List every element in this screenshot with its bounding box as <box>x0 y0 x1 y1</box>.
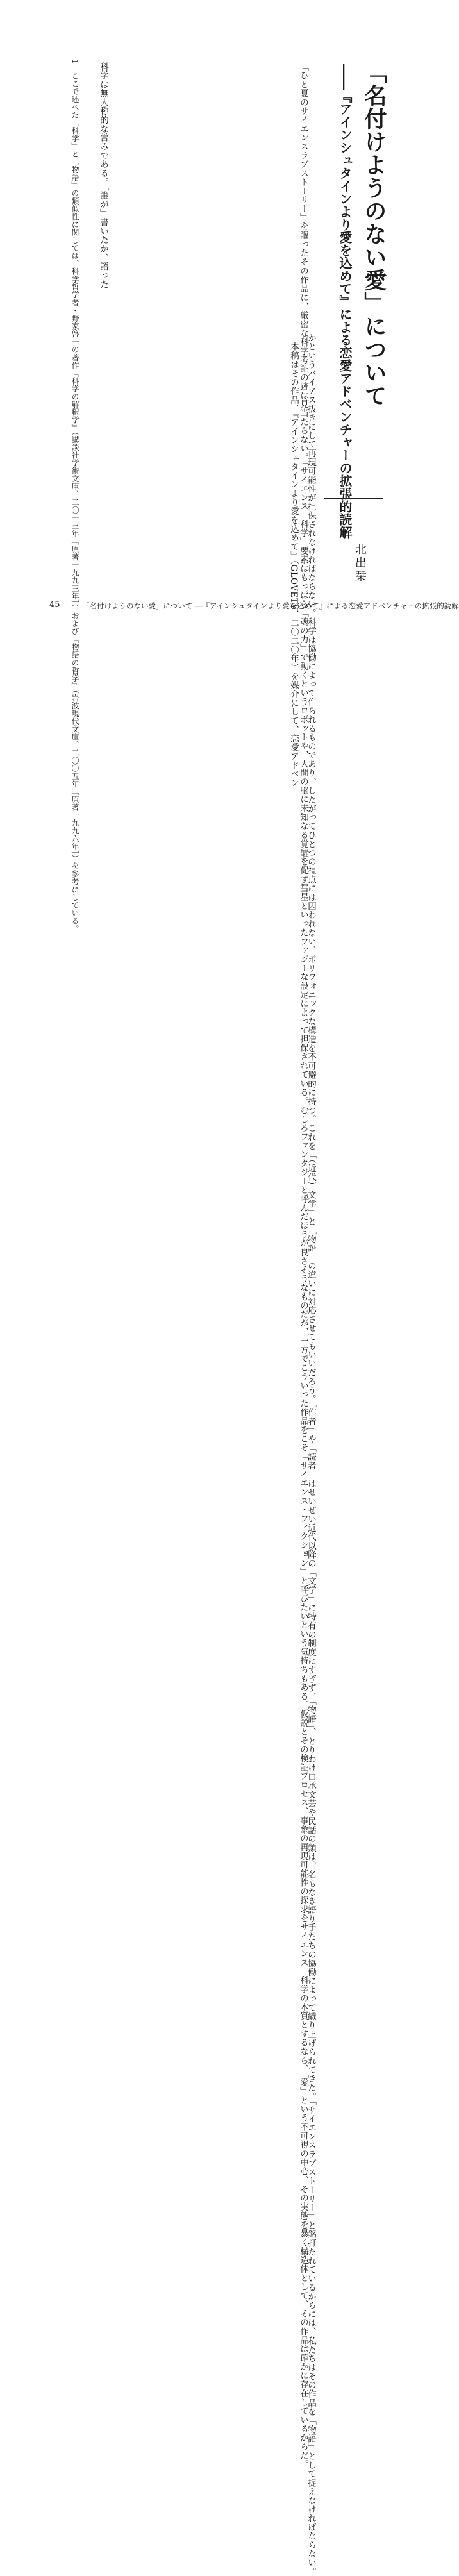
title-divider <box>324 498 383 499</box>
body-paragraph-1: 「ひと夏のサイエンスラブストーリー」を謳ったその作品に、厳密な科学考証の跡は見当たらない。「サイエンス＝科学」要素はもっぱら「魂の力」で動くというロボットや、人間の脳に未知なる覚醒を促す彗星といったファジーな設定によって担保されている。むしろファンタジーと呼んだほうが良さそうなものだが、一方でこういった作品をこそ「サイエンス・フィクション」と呼びたいという気持ちもある。仮説とその検証プロセス、事象の再現可能性の探求をサイエンス＝科学の本質とするなら、「愛」という不可視の中心、その実態を暴く構造体として、その作品は確かに存在しているからだ。 <box>298 62 308 2469</box>
footnote-number: 1 <box>71 59 79 64</box>
article-subtitle: ――『アインシュタインより愛を込めて』による恋愛アドベンチャーの拡張的読解 <box>337 64 353 539</box>
body-paragraph-4: 本稿はその作品、『アインシュタインより愛を込めて』（GLOVETY、二〇二〇年）を媒介にして、恋愛アドベン <box>288 342 299 788</box>
page-number: 45 <box>49 600 60 610</box>
body-paragraph-2: 科学は無人称的な営みである。「誰が」書いたか、語った <box>98 62 108 289</box>
article-title: 「名付けようのない愛」について <box>361 61 387 407</box>
body-paragraph-4-indent <box>288 333 299 342</box>
footnote-gap <box>71 64 79 72</box>
author-name: 北出栞 <box>353 543 367 583</box>
running-head: 「名付けようのない愛」について ―『アインシュタインより愛を込めて』による恋愛アドベンチャーの拡張的読解 <box>82 601 459 610</box>
footnote-text: ここで述べた「科学」と「物語」の類似性に関しては、科学哲学者・野家啓一の著作『科学の解釈学』（講談社学術文庫、二〇一三年［原著一九九三年］）および『物語の哲学』（岩波現代文庫、二〇〇五年［原著一九九六年］）を参考にしている。 <box>71 72 79 933</box>
body-paragraph-3: かというバイアス抜きにして再現可能性が担保されなければならない。科学は協働によって作られるものであり、したがってひとつの視点には囚われない、ポリフォニックな構造を不可避的に持つ。これを「（近代）文学」と「物語」の違いに対応させてもいいだろう。「作者」や「読者」はせいぜい近代以降の「文学」に特有の制度にすぎず、「物語」、とりわけ口承文芸や民話の類は、名もなき語り手たちの協働によって織り上げられてきた。「サイエンスラブストーリー」と銘打たれているからには、私たちはその作品を「物語」として捉えなければならない。 <box>306 333 316 2576</box>
